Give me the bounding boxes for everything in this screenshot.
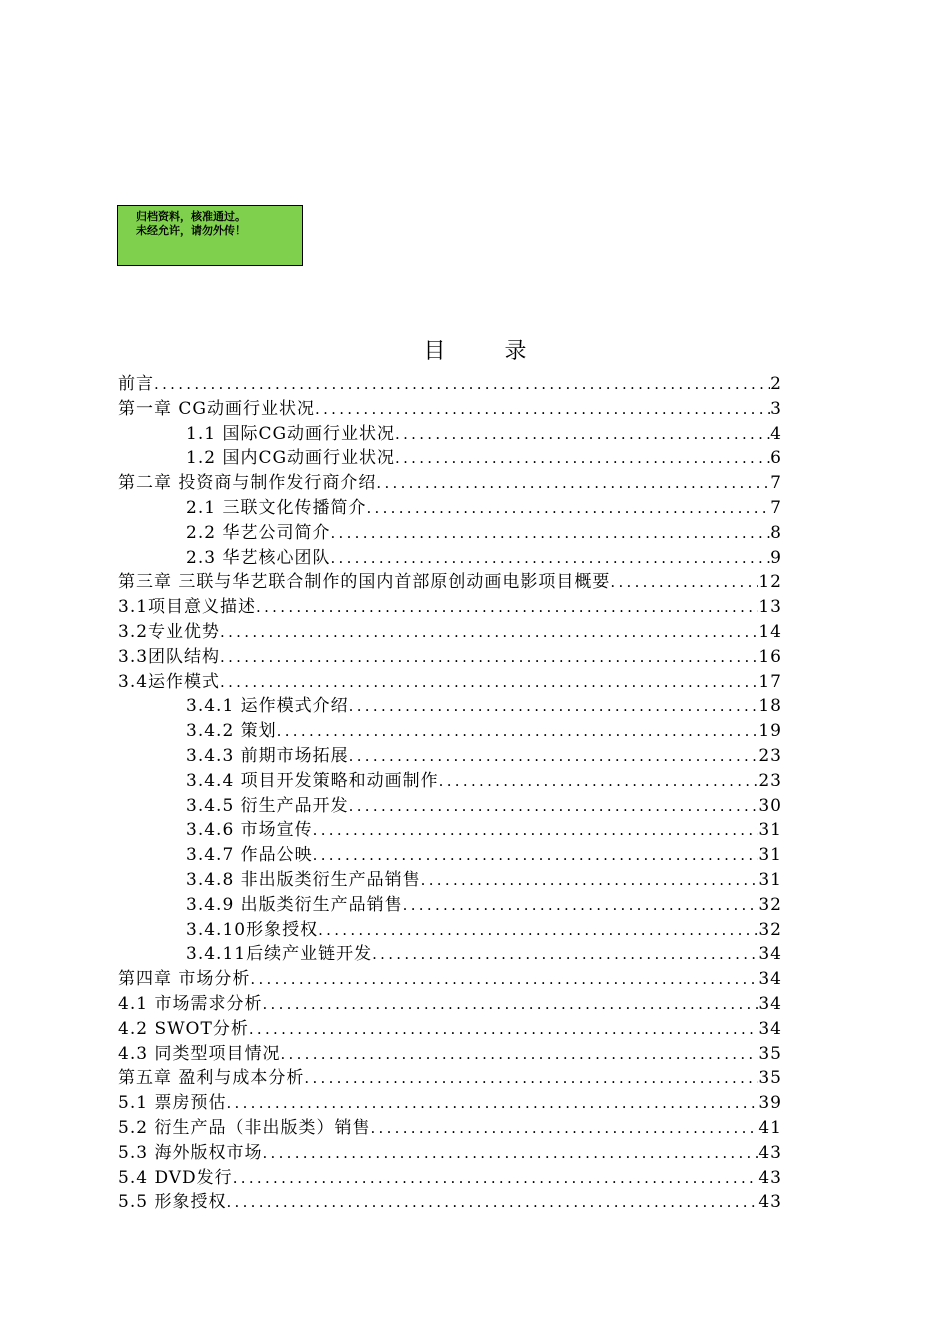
toc-entry-page: 30 [758,795,782,816]
toc-entry-label: 3.4.8 非出版类衍生产品销售 [186,869,421,890]
toc-leader-dots [220,620,758,645]
toc-entry[interactable] [118,546,782,571]
toc-entry-page: 6 [770,448,782,469]
toc-entry-page: 17 [758,671,782,692]
toc-entry[interactable] [118,670,782,695]
toc-entry-page: 31 [758,845,782,866]
toc-entry-page: 34 [758,1018,782,1039]
toc-entry[interactable] [118,1166,782,1191]
archive-stamp [117,205,303,266]
toc-entry[interactable] [118,645,782,670]
toc-leader-dots [395,422,770,447]
toc-entry[interactable] [118,595,782,620]
toc-leader-dots [313,843,759,868]
toc-entry-page: 7 [770,497,782,518]
toc-entry[interactable] [118,422,782,447]
toc-entry-label: 2.3 华艺核心团队 [186,547,331,568]
toc-leader-dots [330,521,770,546]
toc-entry[interactable] [118,719,782,744]
toc-entry-label: 1.2 国内CG动画行业状况 [186,448,396,469]
toc-leader-dots [330,546,770,571]
toc-entry[interactable] [118,1066,782,1091]
toc-entry-page: 43 [758,1167,782,1188]
toc-entry[interactable] [118,794,782,819]
toc-entry-label: 5.3 海外版权市场 [118,1142,263,1163]
toc-leader-dots [421,868,759,893]
toc-entry-page: 3 [770,398,782,419]
toc-entry[interactable] [118,471,782,496]
toc-entry-label: 4.1 市场需求分析 [118,993,263,1014]
toc-leader-dots [233,1166,759,1191]
toc-leader-dots [315,397,770,422]
toc-entry[interactable] [118,521,782,546]
toc-leader-dots [370,1116,758,1141]
toc-entry-label: 3.4.9 出版类衍生产品销售 [186,894,403,915]
stamp-line-1: 归档资料，核准通过。 [136,210,246,223]
toc-entry[interactable] [118,1141,782,1166]
toc-leader-dots [277,719,759,744]
toc-entry-label: 第一章 CG动画行业状况 [118,398,315,419]
toc-entry-label: 3.4.2 策划 [186,721,277,742]
toc-entry-page: 34 [758,944,782,965]
toc-leader-dots [610,570,758,595]
toc-leader-dots [376,471,770,496]
toc-leader-dots [226,1091,758,1116]
toc-leader-dots [250,967,758,992]
toc-entry-page: 13 [758,597,782,618]
toc-entry[interactable] [118,1190,782,1215]
toc-entry-page: 16 [758,646,782,667]
toc-leader-dots [226,1190,758,1215]
toc-leader-dots [372,942,758,967]
toc-entry-page: 8 [770,522,782,543]
toc-leader-dots [349,744,759,769]
toc-entry-page: 43 [758,1142,782,1163]
toc-entry[interactable] [118,942,782,967]
toc-entry-label: 第二章 投资商与制作发行商介绍 [118,473,377,494]
toc-entry-label: 3.4.1 运作模式介绍 [186,696,349,717]
toc-entry[interactable] [118,893,782,918]
toc-entry[interactable] [118,843,782,868]
toc-entry-page: 7 [770,473,782,494]
toc-leader-dots [439,769,759,794]
toc-entry[interactable] [118,446,782,471]
toc-entry-label: 2.2 华艺公司简介 [186,522,331,543]
toc-entry-page: 9 [770,547,782,568]
toc-leader-dots [280,1042,758,1067]
toc-leader-dots [256,595,758,620]
toc-entry[interactable] [118,620,782,645]
toc-leader-dots [366,496,770,521]
toc-entry-label: 5.4 DVD发行 [118,1167,233,1188]
toc-entry-page: 19 [758,721,782,742]
toc-entry-label: 第四章 市场分析 [118,969,251,990]
toc-entry-page: 34 [758,993,782,1014]
toc-entry[interactable] [118,1116,782,1141]
toc-leader-dots [220,670,758,695]
toc-entry-page: 23 [758,745,782,766]
toc-entry-label: 3.4.6 市场宣传 [186,820,313,841]
toc-leader-dots [262,992,758,1017]
toc-entry-page: 12 [758,572,782,593]
toc-entry[interactable] [118,818,782,843]
toc-entry[interactable] [118,372,782,397]
toc-entry-label: 5.2 衍生产品（非出版类）销售 [118,1117,371,1138]
toc-entry[interactable] [118,1091,782,1116]
toc-title: 目 录 [423,339,553,364]
toc-entry-page: 4 [770,423,782,444]
toc-entry[interactable] [118,397,782,422]
toc-leader-dots [403,893,759,918]
toc-entry-label: 第五章 盈利与成本分析 [118,1068,305,1089]
toc-entry-label: 3.2专业优势 [118,621,221,642]
toc-entry-label: 5.5 形象授权 [118,1192,227,1213]
toc-entry-label: 4.2 SWOT分析 [118,1018,249,1039]
toc-entry-label: 1.1 国际CG动画行业状况 [186,423,396,444]
toc-entry[interactable] [118,1017,782,1042]
toc-entry-label: 3.4.3 前期市场拓展 [186,745,349,766]
toc-leader-dots [262,1141,758,1166]
toc-entry-page: 2 [770,374,782,394]
toc-entry-label: 2.1 三联文化传播简介 [186,497,367,518]
toc-entry-page: 35 [758,1043,782,1064]
toc-entry[interactable] [118,992,782,1017]
toc-entry-page: 32 [758,894,782,915]
toc-entry-page: 31 [758,869,782,890]
toc-entry-label: 4.3 同类型项目情况 [118,1043,281,1064]
toc-entry-label: 第三章 三联与华艺联合制作的国内首部原创动画电影项目概要 [118,572,611,593]
toc-entry[interactable] [118,967,782,992]
toc-leader-dots [395,446,770,471]
toc-leader-dots [313,818,759,843]
toc-leader-dots [249,1017,759,1042]
toc-entry-page: 41 [758,1117,782,1138]
toc-entry[interactable] [118,744,782,769]
toc-entry-label: 3.1项目意义描述 [118,597,257,618]
toc-entry[interactable] [118,868,782,893]
toc-entry-label: 前言 [118,374,154,394]
toc-entry[interactable] [118,769,782,794]
toc-entry-page: 35 [758,1068,782,1089]
toc-entry-page: 23 [758,770,782,791]
toc-entry-page: 34 [758,969,782,990]
toc-leader-dots [349,794,759,819]
toc-entry-page: 14 [758,621,782,642]
toc-leader-dots [318,918,758,943]
toc-leader-dots [349,694,759,719]
toc-entry-page: 18 [758,696,782,717]
toc-entry-label: 3.4.5 衍生产品开发 [186,795,349,816]
toc-entry-label: 3.3团队结构 [118,646,221,667]
toc-entry-label: 5.1 票房预估 [118,1093,227,1114]
toc-entry-label: 3.4.4 项目开发策略和动画制作 [186,770,439,791]
toc-entry-page: 31 [758,820,782,841]
toc-entry[interactable] [118,1042,782,1067]
toc-leader-dots [220,645,758,670]
stamp-line-2: 未经允许，请勿外传！ [136,224,246,237]
toc-entry[interactable] [118,496,782,521]
toc-entry[interactable] [118,918,782,943]
toc-leader-dots [154,372,770,397]
toc-entry-page: 32 [758,919,782,940]
toc-entry-page: 43 [758,1192,782,1213]
toc-leader-dots [304,1066,758,1091]
toc-entry-label: 3.4运作模式 [118,671,221,692]
toc-entry-label: 3.4.11后续产业链开发 [186,944,373,965]
toc-entry-label: 3.4.10形象授权 [186,919,319,940]
toc-entry-label: 3.4.7 作品公映 [186,845,313,866]
table-of-contents [118,372,782,1215]
toc-entry-page: 39 [758,1093,782,1114]
toc-entry[interactable] [118,570,782,595]
toc-entry[interactable] [118,694,782,719]
